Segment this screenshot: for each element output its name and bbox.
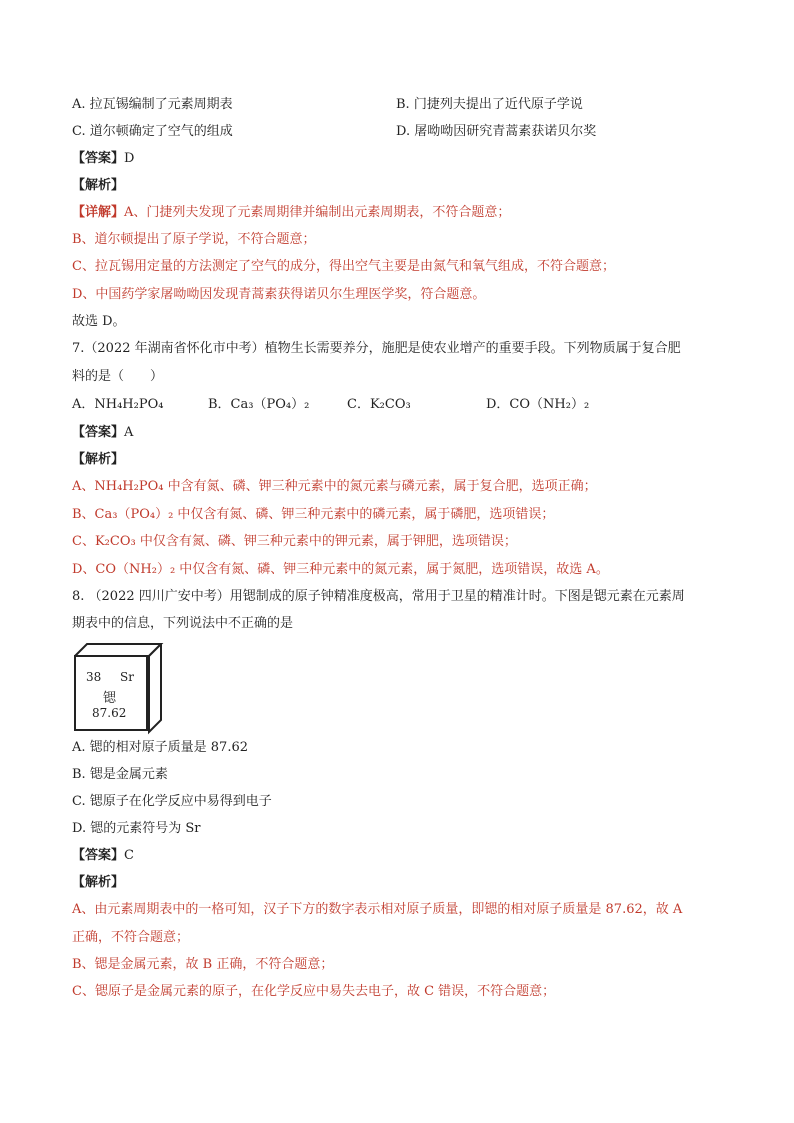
q8-option-a: A. 锶的相对原子质量是 87.62	[72, 740, 249, 755]
q8-stem-line-1: 8. （2022 四川广安中考）用锶制成的原子钟精准度极高，常用于卫星的精准计时。下图是锶元素在元素周	[72, 589, 685, 604]
periodic-table-cell-figure	[74, 643, 164, 733]
q8-explanation-b: B、锶是金属元素，故 B 正确，不符合题意；	[72, 957, 334, 972]
q6-conclusion: 故选 D。	[72, 314, 126, 329]
answer-value: A	[124, 425, 134, 440]
q8-option-c: C. 锶原子在化学反应中易得到电子	[72, 794, 272, 809]
q8-explanation-c: C、锶原子是金属元素的原子，在化学反应中易失去电子，故 C 错误，不符合题意；	[72, 984, 556, 999]
atomic-mass: 87.62	[92, 706, 127, 720]
q6-detail-c: C、拉瓦锡用定量的方法测定了空气的成分，得出空气主要是由氮气和氧气组成，不符合题意；	[72, 259, 615, 274]
q7-analysis-label: 【解析】	[72, 452, 125, 467]
q7-answer	[72, 424, 133, 442]
q6-analysis-label: 【解析】	[72, 178, 125, 193]
q8-stem-line-2: 期表中的信息，下列说法中不正确的是	[72, 616, 294, 631]
q6-detail-d: D、中国药学家屠呦呦因发现青蒿素获得诺贝尔生理医学奖，符合题意。	[72, 287, 486, 302]
q6-option-c: C. 道尔顿确定了空气的组成	[72, 124, 233, 139]
q6-detail-a	[72, 204, 510, 222]
q6-option-d: D. 屠呦呦因研究青蒿素获诺贝尔奖	[396, 124, 597, 139]
q8-explanation-a-line-1: A、由元素周期表中的一格可知，汉子下方的数字表示相对原子质量，即锶的相对原子质量是 87.62，故 A	[72, 902, 683, 917]
q7-stem-line-1: 7.（2022 年湖南省怀化市中考）植物生长需要养分，施肥是使农业增产的重要手段。下列物质属于复合肥	[72, 341, 681, 356]
q7-option-b: B．Ca₃（PO₄）₂	[208, 397, 310, 412]
q6-answer	[72, 150, 134, 168]
q8-option-b: B. 锶是金属元素	[72, 767, 168, 782]
q6-detail-b: B、道尔顿提出了原子学说，不符合题意；	[72, 232, 316, 247]
q8-option-d: D. 锶的元素符号为 Sr	[72, 821, 201, 836]
answer-value: C	[124, 848, 134, 863]
q7-option-a: A．NH₄H₂PO₄	[72, 397, 164, 412]
element-symbol: Sr	[120, 670, 134, 684]
element-name: 锶	[103, 691, 117, 706]
q7-option-d: D．CO（NH₂）₂	[486, 397, 590, 412]
detail-a-text: A、门捷列夫发现了元素周期律并编制出元素周期表，不符合题意；	[124, 205, 511, 220]
answer-label: 【答案】	[72, 151, 125, 166]
q6-option-a: A. 拉瓦锡编制了元素周期表	[72, 97, 233, 112]
q7-option-c: C．K₂CO₃	[347, 397, 411, 412]
q8-explanation-a-line-2: 正确，不符合题意；	[72, 930, 190, 945]
q7-explanation-d: D、CO（NH₂）₂ 中仅含有氮、磷、钾三种元素中的氮元素，属于氮肥，选项错误，故选 A。	[72, 562, 609, 577]
detail-label: 【详解】	[72, 205, 125, 220]
answer-label: 【答案】	[72, 848, 125, 863]
q7-explanation-c: C、K₂CO₃ 中仅含有氮、磷、钾三种元素中的钾元素，属于钾肥，选项错误；	[72, 534, 517, 549]
cube-side-face	[149, 644, 161, 732]
q8-answer	[72, 847, 134, 865]
atomic-number: 38	[86, 670, 102, 684]
q8-analysis-label: 【解析】	[72, 875, 125, 890]
q7-explanation-a: A、NH₄H₂PO₄ 中含有氮、磷、钾三种元素中的氮元素与磷元素，属于复合肥，选项正确；	[72, 479, 597, 494]
answer-label: 【答案】	[72, 425, 125, 440]
q6-option-b: B. 门捷列夫提出了近代原子学说	[396, 97, 583, 112]
q7-stem-line-2: 料的是（ ）	[72, 369, 164, 384]
answer-value: D	[124, 151, 135, 166]
q7-explanation-b: B、Ca₃（PO₄）₂ 中仅含有氮、磷、钾三种元素中的磷元素，属于磷肥，选项错误；	[72, 507, 555, 522]
